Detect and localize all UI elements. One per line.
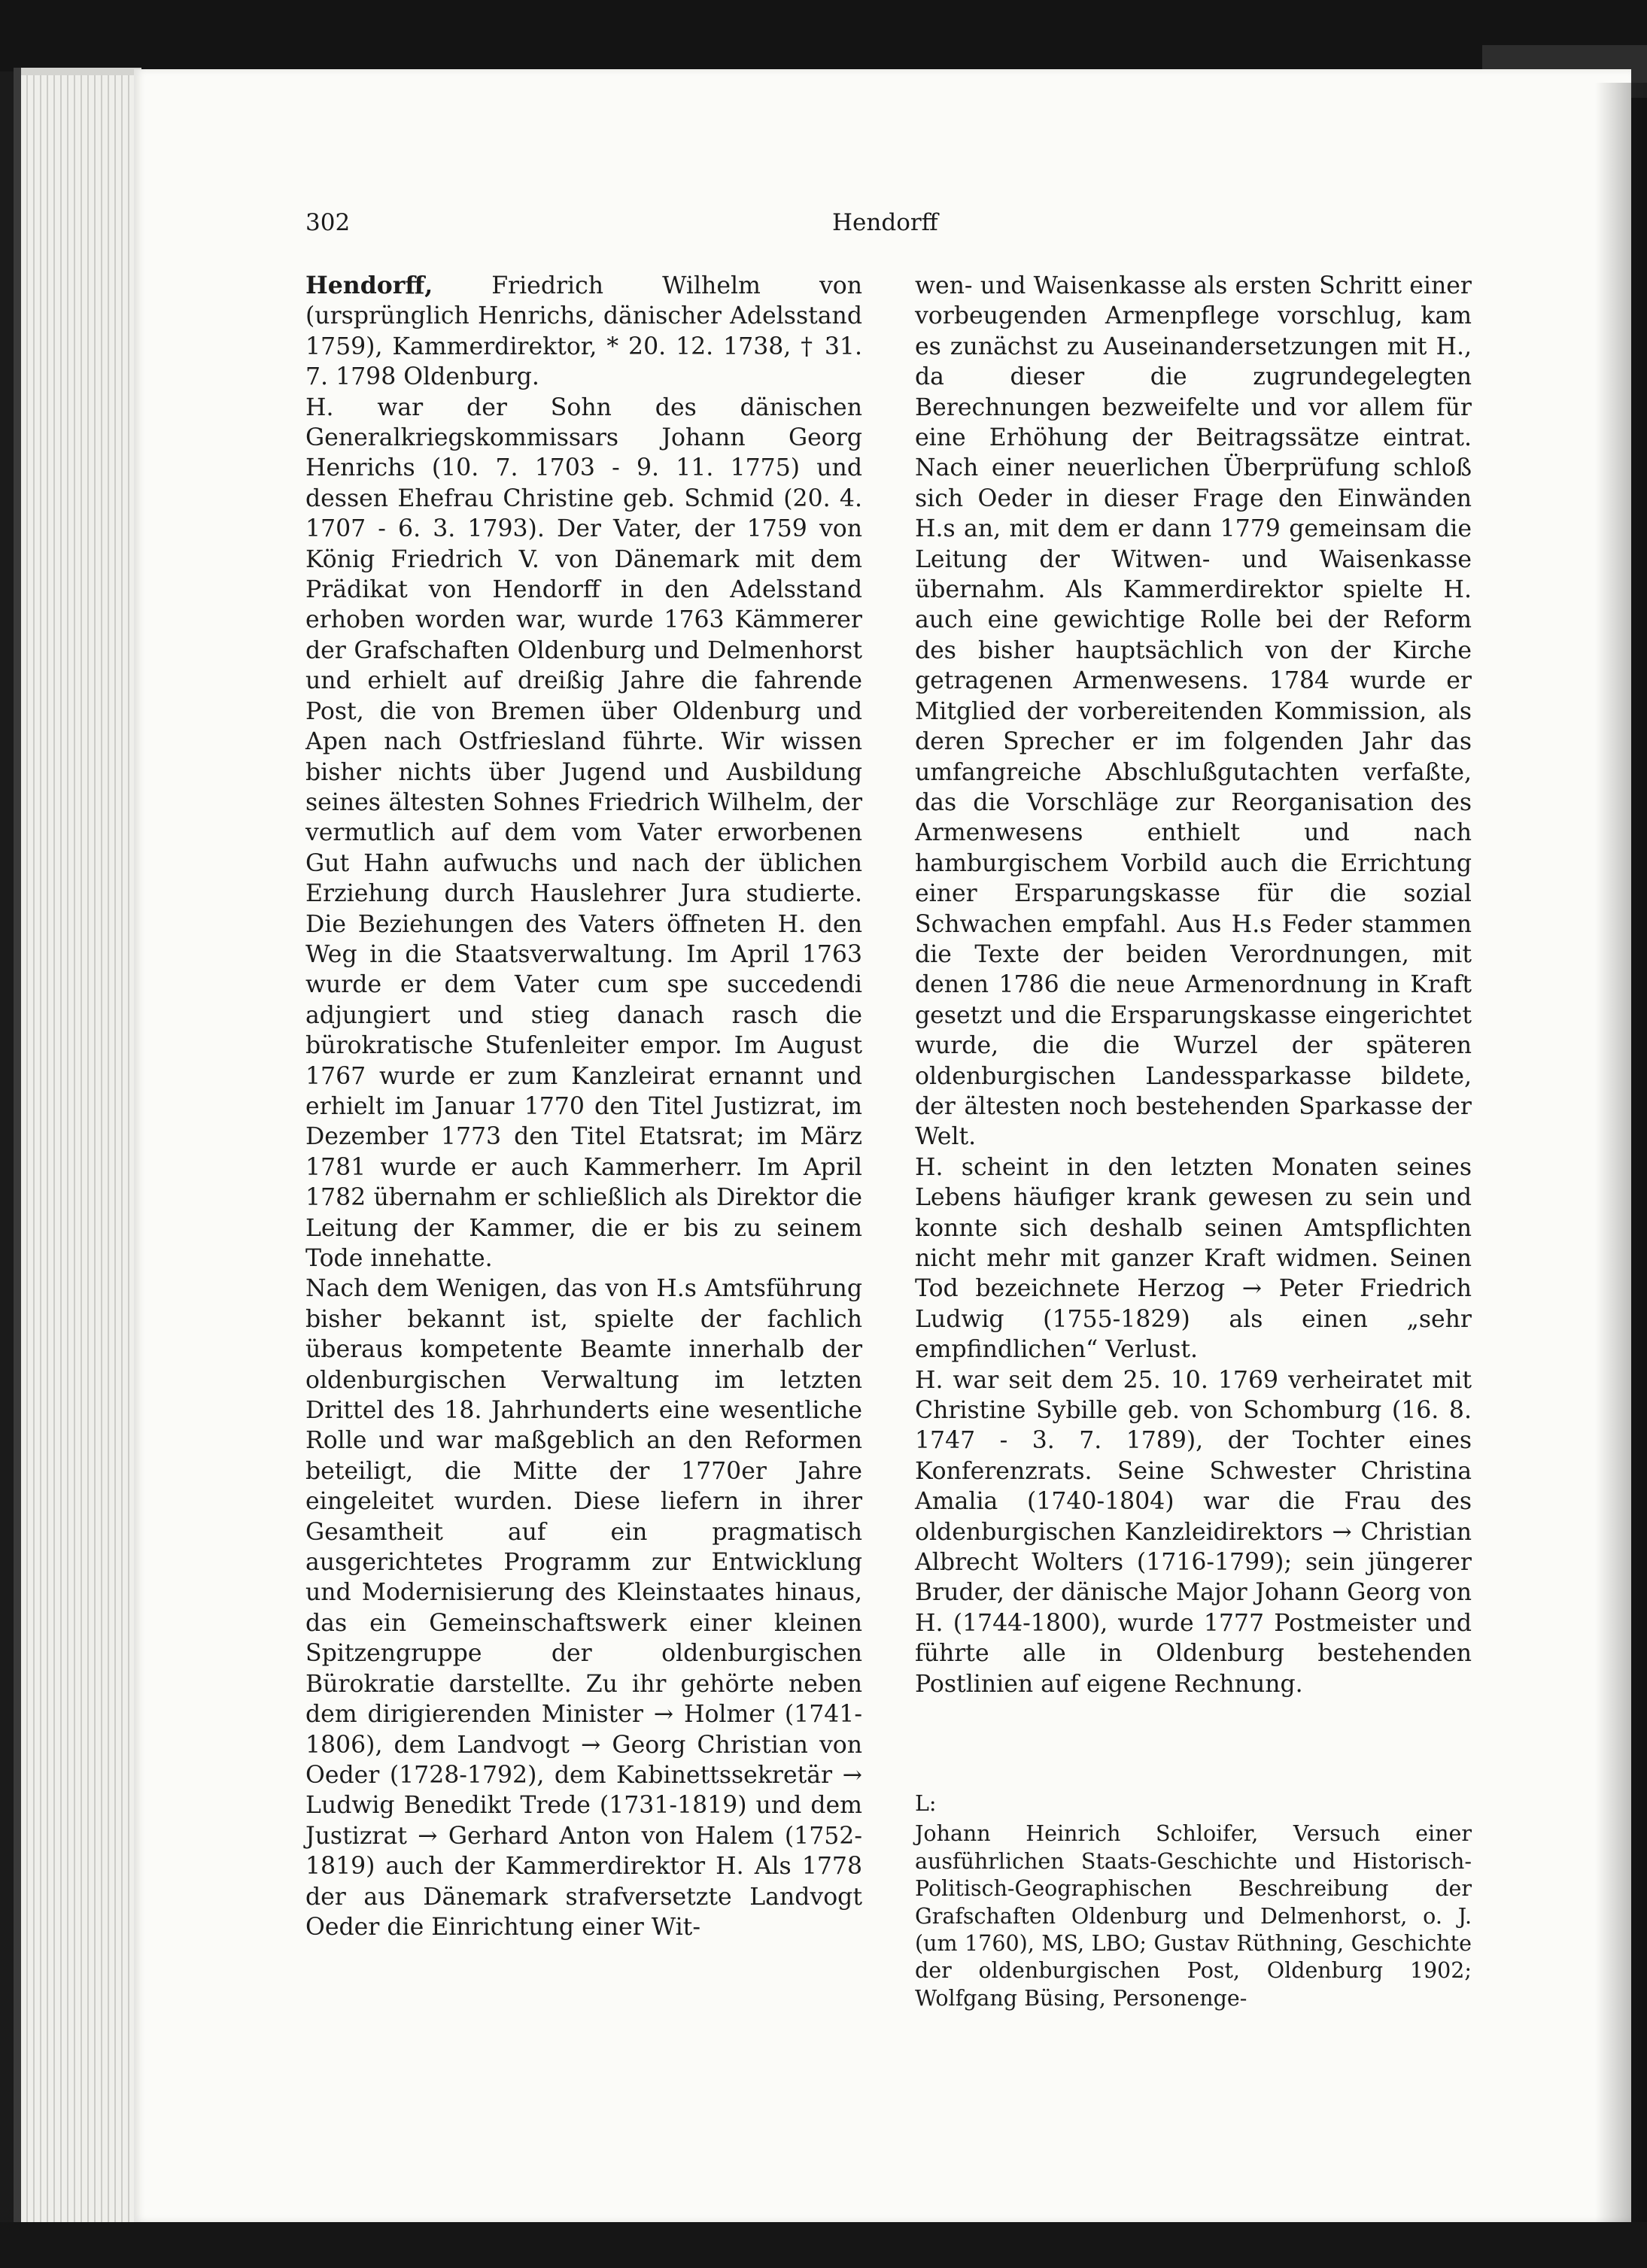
- literature-label: L:: [915, 1791, 937, 1816]
- scan-background-top: [0, 0, 1647, 71]
- page-header: [305, 209, 1472, 247]
- gutter-shadow: [1595, 83, 1647, 2227]
- left-column: [305, 271, 862, 1942]
- entry-paragraph: H. war seit dem 25. 10. 1769 verheiratet mit Christine Sybille geb. von Schomburg (16. 8. 1747 - 3. 7. 1789), der Tochter eines Konferenzrats. Seine Schwester Christina Amalia (1740-1804) war die Frau des oldenburgischen Kanzleidirektors → Christian Albrecht Wolters (1716-1799); sein jüngerer Bruder, der dänische Major Johann Georg von H. (1744-1800), wurde 1777 Postmeister und führte alle in Oldenburg bestehenden Postlinien auf eigene Rechnung.: [915, 1366, 1472, 1698]
- entry-lemma: Hendorff,: [305, 272, 433, 299]
- running-head: Hendorff: [832, 209, 938, 236]
- page-number: 302: [305, 209, 351, 236]
- page-stack-lines: [21, 75, 134, 2227]
- scan-background-bottom: [0, 2222, 1647, 2268]
- literature-section: [915, 1790, 1472, 2012]
- entry-paragraph: H. war der Sohn des dänischen Generalkriegskommissars Johann Georg Henrichs (10. 7. 1703 - 9. 11. 1775) und dessen Ehefrau Christine geb. Schmid (20. 4. 1707 - 6. 3. 1793). Der Vater, der 1759 von König Friedrich V. von Dänemark mit dem Prädikat von Hendorff in den Adelsstand erhoben worden war, wurde 1763 Kämmerer der Grafschaften Oldenburg und Delmenhorst und erhielt auf dreißig Jahre die fahrende Post, die von Bremen über Oldenburg und Apen nach Ostfriesland führte. Wir wissen bisher nichts über Jugend und Ausbildung seines ältesten Sohnes Friedrich Wilhelm, der vermutlich auf dem vom Vater erworbenen Gut Hahn aufwuchs und nach der üblichen Erziehung durch Hauslehrer Jura studierte. Die Beziehungen des Vaters öffneten H. den Weg in die Staatsverwaltung. Im April 1763 wurde er dem Vater cum spe succedendi adjungiert und stieg danach rasch die bürokratische Stufenleiter empor. Im August 1767 wurde er zum Kanzleirat ernannt und erhielt im Januar 1770 den Titel Justizrat, im Dezember 1773 den Titel Etatsrat; im März 1781 wurde er auch Kammerherr. Im April 1782 übernahm er schließlich als Direktor die Leitung der Kammer, die er bis zu seinem Tode innehatte.: [305, 393, 862, 1272]
- entry-paragraph: wen- und Waisenkasse als ersten Schritt einer vorbeugenden Armenpflege vorschlug, kam es zunächst zu Auseinandersetzungen mit H., da dieser die zugrundegelegten Berechnungen bezweifelte und vor allem für eine Erhöhung der Beitragssätze eintrat. Nach einer neuerlichen Überprüfung schloß sich Oeder in dieser Frage den Einwänden H.s an, mit dem er dann 1779 gemeinsam die Leitung der Witwen- und Waisenkasse übernahm. Als Kammerdirektor spielte H. auch eine gewichtige Rolle bei der Reform des bisher hauptsächlich von der Kirche getragenen Armenwesens. 1784 wurde er Mitglied der vorbereitenden Kommission, als deren Sprecher er im folgenden Jahr das umfangreiche Abschlußgutachten verfaßte, das die Vorschläge zur Reorganisation des Armenwesens enthielt und nach hamburgischem Vorbild auch die Errichtung einer Ersparungskasse für die sozial Schwachen empfahl. Aus H.s Feder stammen die Texte der beiden Verordnungen, mit denen 1786 die neue Armenordnung in Kraft gesetzt und die Ersparungskasse eingerichtet wurde, die die Wurzel der späteren oldenburgischen Landessparkasse bildete, der ältesten noch bestehenden Sparkasse der Welt.: [915, 272, 1472, 1151]
- entry-paragraph: H. scheint in den letzten Monaten seines Lebens häufiger krank gewesen zu sein und konnte sich deshalb seinen Amtspflichten nicht mehr mit ganzer Kraft widmen. Seinen Tod bezeichnete Herzog → Peter Friedrich Ludwig (1755-1829) als einen „sehr empfindlichen“ Verlust.: [915, 1153, 1472, 1364]
- entry-paragraph: Nach dem Wenigen, das von H.s Amtsführung bisher bekannt ist, spielte der fachlich überaus kompetente Beamte innerhalb der oldenburgischen Verwaltung im letzten Drittel des 18. Jahrhunderts eine wesentliche Rolle und war maßgeblich an den Reformen beteiligt, die Mitte der 1770er Jahre eingeleitet wurden. Diese liefern in ihrer Gesamtheit auf ein pragmatisch ausgerichtetes Programm zur Entwicklung und Modernisierung des Kleinstaates hinaus, das ein Gemeinschaftswerk einer kleinen Spitzengruppe der oldenburgischen Bürokratie darstellte. Zu ihr gehörte neben dem dirigierenden Minister → Holmer (1741-1806), dem Landvogt → Georg Christian von Oeder (1728-1792), dem Kabinettssekretär → Ludwig Benedikt Trede (1731-1819) und dem Justizrat → Gerhard Anton von Halem (1752-1819) auch der Kammerdirektor H. Als 1778 der aus Dänemark strafversetzte Landvogt Oeder die Einrichtung einer Wit-: [305, 1275, 862, 1941]
- literature-text: Johann Heinrich Schloifer, Versuch einer ausführlichen Staats-Geschichte und Historisch-Politisch-Geographischen Beschreibung der Grafschaften Oldenburg und Delmenhorst, o. J. (um 1760), MS, LBO; Gustav Rüthning, Geschichte der oldenburgischen Post, Oldenburg 1902; Wolfgang Büsing, Personenge-: [915, 1821, 1472, 2011]
- entry-intro: Friedrich Wilhelm von (ursprünglich Henrichs, dänischer Adelsstand 1759), Kammerdirektor, * 20. 12. 1738, † 31. 7. 1798 Oldenburg.: [305, 272, 862, 391]
- right-column: [915, 271, 1472, 1699]
- entry-paragraph: [305, 271, 862, 393]
